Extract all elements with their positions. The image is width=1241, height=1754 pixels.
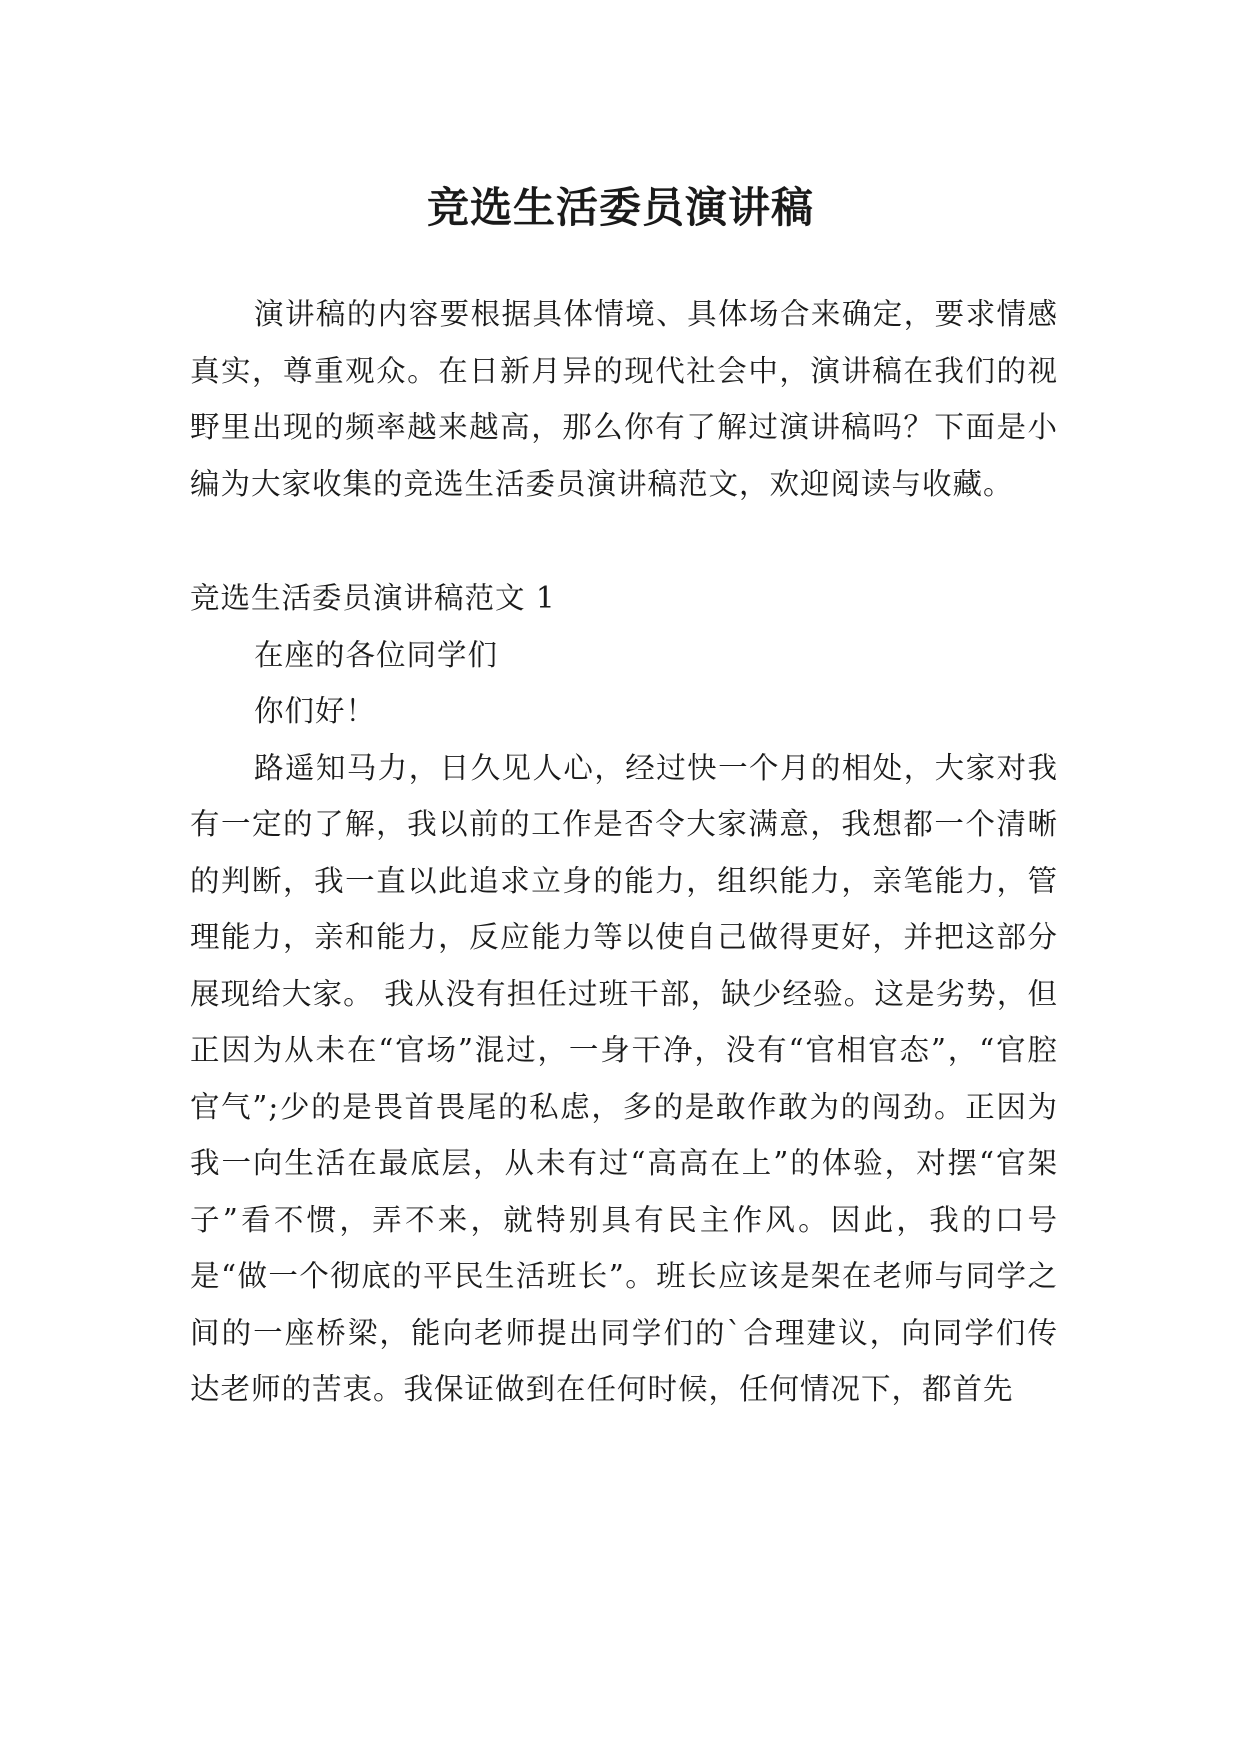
body-paragraph: 路遥知马力，日久见人心，经过快一个月的相处，大家对我有一定的了解，我以前的工作是否令大家满意，我想都一个清晰的判断，我一直以此追求立身的能力，组织能力，亲笔能力，管理能力，亲和能力，反应能力等以使自己做得更好，并把这部分展现给大家。 我从没有担任过班干部，缺少经验。这是劣势，但正因为从未在“官场”混过，一身干净，没有“官相官态”，“官腔官气”;少的是畏首畏尾的私虑，多的是敢作敢为的闯劲。正因为我一向生活在最底层，从未有过“高高在上”的体验，对摆“官架子”看不惯，弄不来，就特别具有民主作风。因此，我的口号是“做一个彻底的平民生活班长”。班长应该是架在老师与同学之间的一座桥梁，能向老师提出同学们的`合理建议，向同学们传达老师的苦衷。我保证做到在任何时候，任何情况下，都首先 <box>190 750 1058 1406</box>
document-body <box>190 286 1058 1418</box>
document-title: 竞选生活委员演讲稿 <box>426 183 814 233</box>
greeting-line: 在座的各位同学们 <box>254 637 499 672</box>
section-heading: 竞选生活委员演讲稿范文 1 <box>190 581 556 615</box>
intro-paragraph: 演讲稿的内容要根据具体情境、具体场合来确定，要求情感真实，尊重观众。在日新月异的现代社会中，演讲稿在我们的视野里出现的频率越来越高，那么你有了解过演讲稿吗？下面是小编为大家收集的竞选生活委员演讲稿范文，欢迎阅读与收藏。 <box>190 297 1058 501</box>
salutation-line: 你们好！ <box>254 694 377 728</box>
